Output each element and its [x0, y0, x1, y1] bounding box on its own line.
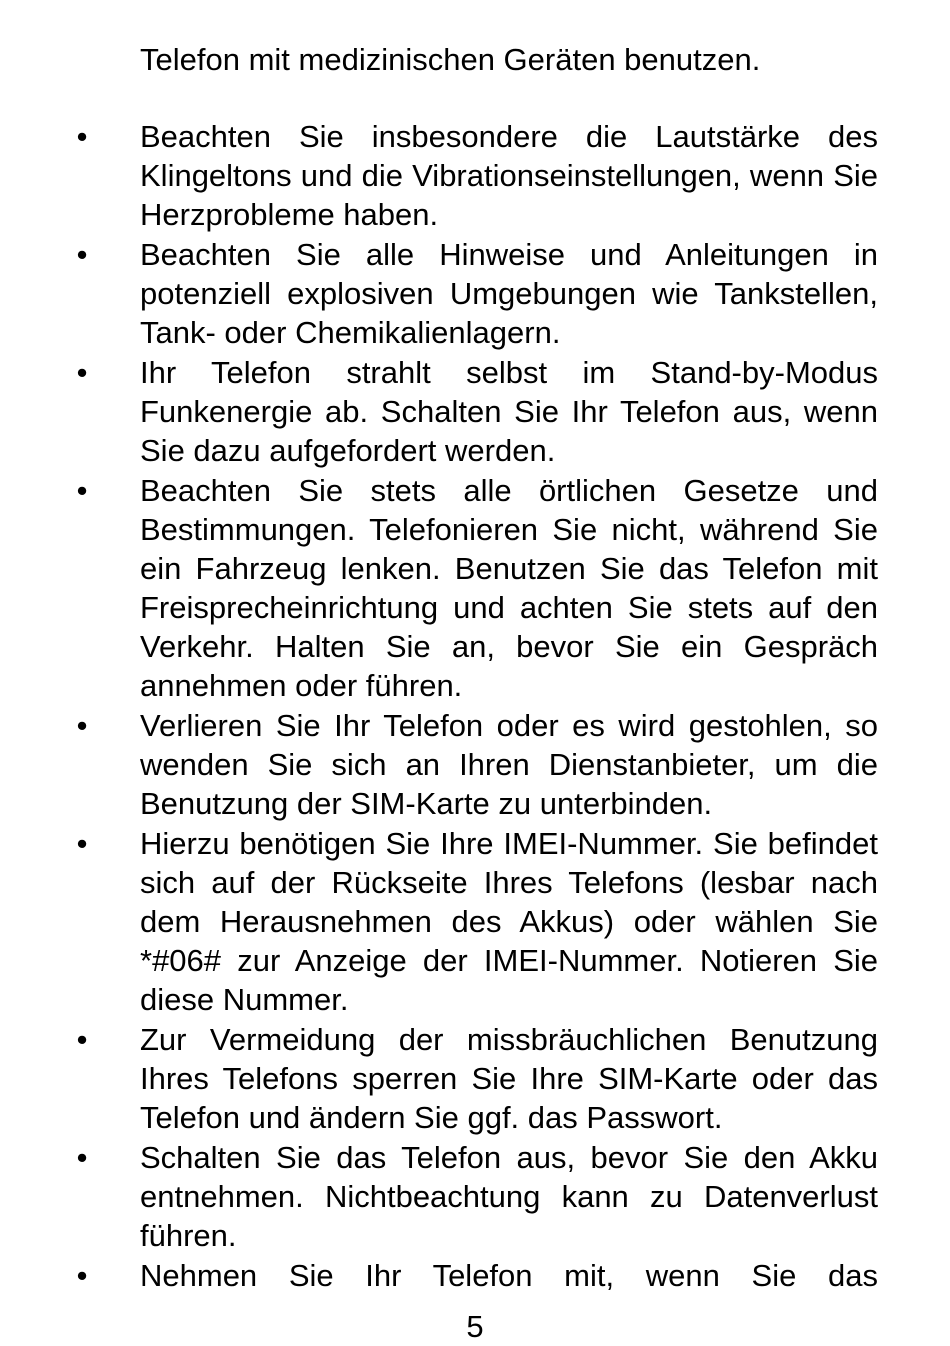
list-item [0, 117, 950, 234]
bullet-icon: • [76, 355, 88, 390]
bullet-icon: • [76, 1258, 88, 1293]
list-item [0, 1020, 950, 1137]
list-item-text: Verlieren Sie Ihr Telefon oder es wird gestohlen, so wenden Sie sich an Ihren Dienstanbieter, um die Benutzung der SIM-Karte zu unterbinden. [140, 708, 878, 821]
bullet-icon: • [76, 473, 88, 508]
list-item-text: Nehmen Sie Ihr Telefon mit, wenn Sie das [140, 1258, 878, 1293]
list-item-text: Schalten Sie das Telefon aus, bevor Sie den Akku entnehmen. Nichtbeachtung kann zu Datenverlust führen. [140, 1140, 878, 1253]
bullet-icon: • [76, 1140, 88, 1175]
list-item-text: Hierzu benötigen Sie Ihre IMEI-Nummer. Sie befindet sich auf der Rückseite Ihres Telefons (lesbar nach dem Herausnehmen des Akkus) oder wählen Sie *#06# zur Anzeige der IMEI-Nummer. Notieren Sie diese Nummer. [140, 826, 878, 1017]
page-number: 5 [466, 1309, 484, 1344]
list-item [0, 706, 950, 823]
bullet-icon: • [76, 119, 88, 154]
list-item [0, 824, 950, 1019]
list-item [0, 471, 950, 705]
bullet-icon: • [76, 708, 88, 743]
continuation-text: Telefon mit medizinischen Geräten benutzen. [140, 42, 761, 77]
list-item [0, 1138, 950, 1255]
list-item-text: Ihr Telefon strahlt selbst im Stand-by-Modus Funkenergie ab. Schalten Sie Ihr Telefon aus, wenn Sie dazu aufgefordert werden. [140, 355, 878, 468]
list-item [0, 235, 950, 352]
bullet-icon: • [76, 1022, 88, 1057]
list-item-text: Beachten Sie stets alle örtlichen Gesetze und Bestimmungen. Telefonieren Sie nicht, während Sie ein Fahrzeug lenken. Benutzen Sie das Telefon mit Freisprecheinrichtung und achten Sie stets auf den Verkehr. Halten Sie an, bevor Sie ein Gespräch annehmen oder führen. [140, 473, 878, 703]
safety-bullet-list [0, 117, 950, 1296]
list-item [0, 1256, 950, 1295]
list-item-text: Beachten Sie insbesondere die Lautstärke des Klingeltons und die Vibrationseinstellungen, wenn Sie Herzprobleme haben. [140, 119, 878, 232]
list-item-text: Beachten Sie alle Hinweise und Anleitungen in potenziell explosiven Umgebungen wie Tankstellen, Tank- oder Chemikalienlagern. [140, 237, 878, 350]
list-item-text: Zur Vermeidung der missbräuchlichen Benutzung Ihres Telefons sperren Sie Ihre SIM-Karte oder das Telefon und ändern Sie ggf. das Passwort. [140, 1022, 878, 1135]
list-item [0, 353, 950, 470]
bullet-icon: • [76, 826, 88, 861]
bullet-icon: • [76, 237, 88, 272]
